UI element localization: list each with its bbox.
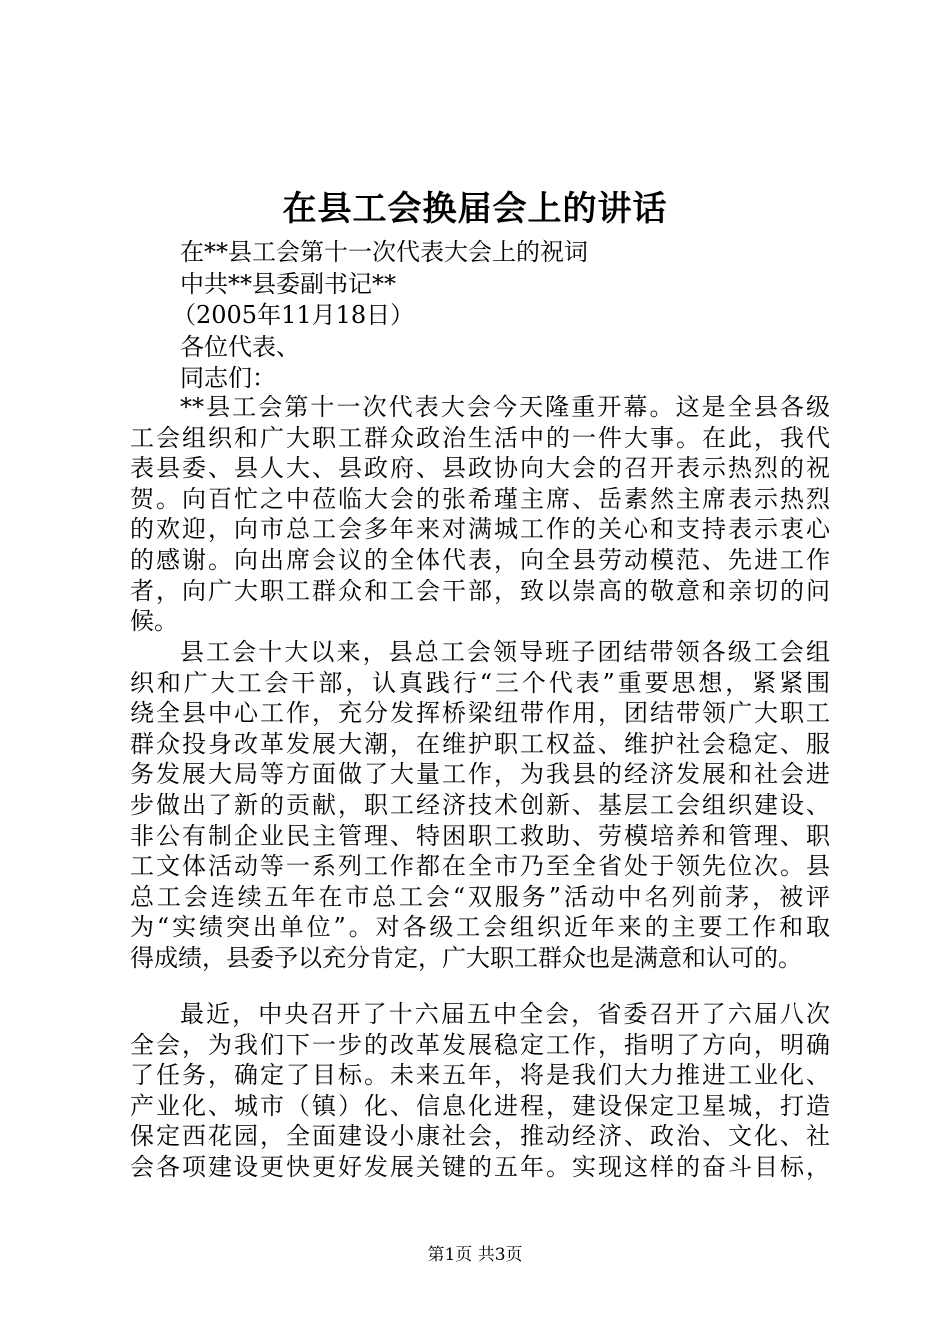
paragraph-line: 了任务，确定了目标。未来五年，将是我们大力推进工业化、 [130, 1061, 830, 1090]
paragraph-line: 总工会连续五年在市总工会“双服务”活动中名列前茅，被评 [130, 882, 830, 911]
paragraph-line: 的感谢。向出席会议的全体代表，向全县劳动模范、先进工作 [130, 545, 830, 574]
paragraph-line: 表县委、县人大、县政府、县政协向大会的召开表示热烈的祝 [130, 454, 830, 483]
paragraph-line: 贺。向百忙之中莅临大会的张希瑾主席、岳素然主席表示热烈 [130, 484, 830, 513]
document-subtitle: 在**县工会第十一次代表大会上的祝词 [180, 238, 588, 266]
speech-date: （2005年11月18日） [172, 301, 415, 329]
page-footer: 第1页 共3页 [427, 1245, 523, 1265]
paragraph-line: 为“实绩突出单位”。对各级工会组织近年来的主要工作和取 [130, 913, 830, 942]
paragraph-line: 县工会十大以来，县总工会领导班子团结带领各级工会组 [180, 638, 830, 666]
paragraph-line: 的欢迎，向市总工会多年来对满城工作的关心和支持表示衷心 [130, 515, 830, 544]
paragraph-1 [130, 392, 830, 637]
paragraph-line: 工文体活动等一系列工作都在全市乃至全省处于领先位次。县 [130, 852, 830, 881]
paragraph-2 [130, 637, 830, 974]
salutation-delegates: 各位代表、 [180, 333, 300, 361]
paragraph-line: 绕全县中心工作，充分发挥桥梁纽带作用，团结带领广大职工 [130, 699, 830, 728]
paragraph-line: 非公有制企业民主管理、特困职工救助、劳模培养和管理、职 [130, 821, 830, 850]
paragraph-line: 务发展大局等方面做了大量工作，为我县的经济发展和社会进 [130, 760, 830, 789]
paragraph-line: 产业化、城市（镇）化、信息化进程，建设保定卫星城，打造 [130, 1091, 830, 1120]
paragraph-line: 步做出了新的贡献，职工经济技术创新、基层工会组织建设、 [130, 790, 830, 819]
paragraph-line: 会各项建设更快更好发展关键的五年。实现这样的奋斗目标， [130, 1152, 830, 1181]
paragraph-3 [130, 999, 830, 1183]
paragraph-line: 全会，为我们下一步的改革发展稳定工作，指明了方向，明确 [130, 1030, 830, 1059]
paragraph-line: 候。 [130, 607, 178, 636]
salutation-comrades: 同志们： [180, 364, 276, 392]
paragraph-line: **县工会第十一次代表大会今天隆重开幕。这是全县各级 [180, 393, 830, 421]
paragraph-line: 群众投身改革发展大潮，在维护职工权益、维护社会稳定、服 [130, 729, 830, 758]
paragraph-line: 织和广大工会干部，认真践行“三个代表”重要思想，紧紧围 [130, 668, 830, 697]
paragraph-line: 最近，中央召开了十六届五中全会，省委召开了六届八次 [180, 1000, 830, 1028]
speaker-line: 中共**县委副书记** [180, 270, 396, 298]
paragraph-line: 者，向广大职工群众和工会干部，致以崇高的敬意和亲切的问 [130, 576, 830, 605]
paragraph-line: 工会组织和广大职工群众政治生活中的一件大事。在此，我代 [130, 423, 830, 452]
paragraph-line: 得成绩，县委予以充分肯定，广大职工群众也是满意和认可的。 [130, 943, 802, 972]
document-title: 在县工会换届会上的讲话 [282, 189, 668, 229]
paragraph-line: 保定西花园，全面建设小康社会，推动经济、政治、文化、社 [130, 1122, 830, 1151]
